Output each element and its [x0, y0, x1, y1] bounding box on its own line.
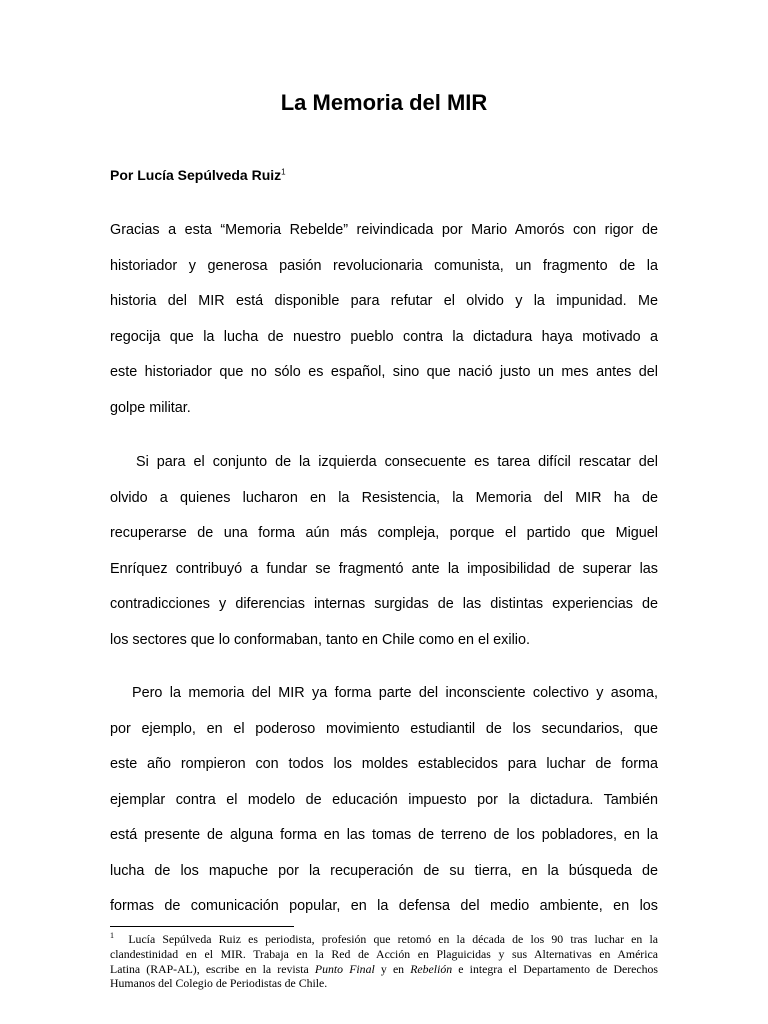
footnote-text: y en	[374, 961, 411, 976]
paragraph-line: Si para el conjunto de la izquierda consecuente es tarea difícil rescatar del	[136, 454, 658, 470]
byline	[110, 166, 286, 184]
document-title: La Memoria del MIR	[280, 90, 488, 115]
paragraph-line: Gracias a esta “Memoria Rebelde” reivindicada por Mario Amorós con rigor de	[110, 222, 658, 238]
author-name: Por Lucía Sepúlveda Ruiz	[110, 167, 282, 183]
publication-name: Rebelión	[410, 961, 453, 976]
paragraph-3	[110, 676, 658, 925]
paragraph-line: regocija que la lucha de nuestro pueblo contra la dictadura haya motivado a	[110, 328, 658, 345]
paragraph-line: los sectores que lo conformaban, tanto en Chile como en el exilio.	[110, 631, 530, 648]
footnote-number: 1	[110, 931, 114, 941]
footnote	[110, 932, 658, 991]
paragraph-line: olvido a quienes lucharon en la Resistencia, la Memoria del MIR ha de	[110, 489, 658, 506]
paragraph-line: Pero la memoria del MIR ya forma parte del inconsciente colectivo y asoma,	[132, 685, 658, 701]
paragraph-line: por ejemplo, en el poderoso movimiento estudiantil de los secundarios, que	[110, 720, 658, 737]
footnote-line	[110, 932, 658, 947]
footnote-separator	[110, 926, 294, 927]
footnote-reference: 1	[281, 167, 286, 177]
paragraph-line: este año rompieron con todos los moldes establecidos para luchar de forma	[110, 756, 658, 772]
paragraph-line: historia del MIR está disponible para refutar el olvido y la impunidad. Me	[110, 293, 658, 309]
paragraph-line: golpe militar.	[110, 399, 191, 416]
paragraph-1	[110, 213, 658, 426]
publication-name: Punto Final	[314, 961, 375, 976]
paragraph-line: formas de comunicación popular, en la defensa del medio ambiente, en los	[110, 898, 658, 914]
footnote-text: Latina (RAP-AL), escribe en la revista	[110, 961, 315, 976]
paragraph-2	[110, 445, 658, 658]
paragraph-line: contradicciones y diferencias internas surgidas de las distintas experiencias de	[110, 596, 658, 612]
paragraph-line: lucha de los mapuche por la recuperación de su tierra, en la búsqueda de	[110, 862, 658, 879]
footnote-text: Lucía Sepúlveda Ruiz es periodista, profesión que retomó en la década de los 90 tras luchar en la	[128, 932, 659, 946]
paragraph-line: recuperarse de una forma aún más compleja, porque el partido que Miguel	[110, 525, 658, 541]
paragraph-line: ejemplar contra el modelo de educación impuesto por la dictadura. También	[110, 791, 658, 808]
footnote-line: Humanos del Colegio de Periodistas de Chile.	[110, 976, 328, 991]
paragraph-line: este historiador que no sólo es español, sino que nació justo un mes antes del	[110, 364, 658, 380]
footnote-text: e integra el Departamento de Derechos	[452, 961, 658, 976]
paragraph-line: está presente de alguna forma en las tomas de terreno de los pobladores, en la	[110, 827, 658, 843]
paragraph-line: historiador y generosa pasión revolucionaria comunista, un fragmento de la	[110, 257, 658, 274]
paragraph-line: Enríquez contribuyó a fundar se fragmentó ante la imposibilidad de superar las	[110, 560, 658, 577]
footnote-line: clandestinidad en el MIR. Trabaja en la Red de Acción en Plaguicidas y sus Alternativas en América	[110, 946, 658, 961]
footnote-line	[110, 962, 658, 977]
